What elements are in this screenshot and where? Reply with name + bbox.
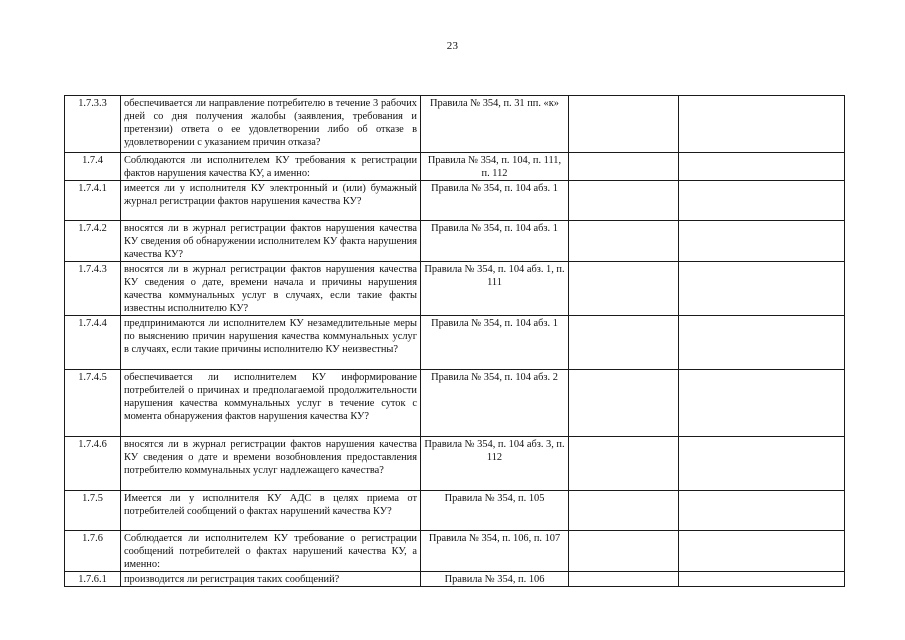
- legal-reference-cell: Правила № 354, п. 106: [421, 572, 569, 587]
- note-cell: [679, 153, 845, 181]
- answer-cell: [569, 221, 679, 262]
- legal-reference-cell: Правила № 354, п. 104 абз. 1: [421, 181, 569, 221]
- question-cell: вносятся ли в журнал регистрации фактов нарушения качества КУ сведения об обнаружении исполнителем КУ факта нарушения качества КУ?: [121, 221, 421, 262]
- table-row: [65, 181, 845, 221]
- row-number-cell: 1.7.5: [65, 491, 121, 531]
- legal-reference-cell: Правила № 354, п. 105: [421, 491, 569, 531]
- row-number-cell: 1.7.4.4: [65, 316, 121, 370]
- row-number-cell: 1.7.4.3: [65, 262, 121, 316]
- table-row: [65, 96, 845, 153]
- answer-cell: [569, 491, 679, 531]
- legal-reference-cell: Правила № 354, п. 31 пп. «к»: [421, 96, 569, 153]
- answer-cell: [569, 262, 679, 316]
- note-cell: [679, 437, 845, 491]
- note-cell: [679, 221, 845, 262]
- question-cell: предпринимаются ли исполнителем КУ незамедлительные меры по выяснению причин нарушения качества коммунальных услуг в случаях, если такие причины исполнителю КУ неизвестны?: [121, 316, 421, 370]
- row-number-cell: 1.7.4: [65, 153, 121, 181]
- note-cell: [679, 572, 845, 587]
- legal-reference-cell: Правила № 354, п. 104, п. 111, п. 112: [421, 153, 569, 181]
- row-number-cell: 1.7.4.2: [65, 221, 121, 262]
- checklist-table: [64, 95, 845, 587]
- question-cell: обеспечивается ли направление потребителю в течение 3 рабочих дней со дня получения жалобы (заявления, требования и претензии) ответа о ее удовлетворении либо об отказе в удовлетворении с указанием причин отказа?: [121, 96, 421, 153]
- answer-cell: [569, 316, 679, 370]
- answer-cell: [569, 531, 679, 572]
- answer-cell: [569, 96, 679, 153]
- table-row: [65, 153, 845, 181]
- question-cell: вносятся ли в журнал регистрации фактов нарушения качества КУ сведения о дате и времени возобновления предоставления потребителю коммунальных услуг надлежащего качества?: [121, 437, 421, 491]
- question-cell: Соблюдается ли исполнителем КУ требование о регистрации сообщений потребителей о фактах нарушений качества КУ, а именно:: [121, 531, 421, 572]
- row-number-cell: 1.7.4.5: [65, 370, 121, 437]
- question-cell: обеспечивается ли исполнителем КУ информирование потребителей о причинах и предполагаемой продолжительности нарушения качества коммунальных услуг в течение суток с момента обнаружения фактов нарушения качества КУ?: [121, 370, 421, 437]
- row-number-cell: 1.7.6.1: [65, 572, 121, 587]
- legal-reference-cell: Правила № 354, п. 106, п. 107: [421, 531, 569, 572]
- question-cell: Имеется ли у исполнителя КУ АДС в целях приема от потребителей сообщений о фактах нарушений качества КУ?: [121, 491, 421, 531]
- question-cell: Соблюдаются ли исполнителем КУ требования к регистрации фактов нарушения качества КУ, а именно:: [121, 153, 421, 181]
- question-cell: вносятся ли в журнал регистрации фактов нарушения качества КУ сведения о дате, времени начала и причины нарушения качества коммунальных услуг в случаях, если такие факты известны исполнителю КУ?: [121, 262, 421, 316]
- legal-reference-cell: Правила № 354, п. 104 абз. 1: [421, 221, 569, 262]
- table-row: [65, 531, 845, 572]
- answer-cell: [569, 181, 679, 221]
- question-cell: производится ли регистрация таких сообщений?: [121, 572, 421, 587]
- table-row: [65, 221, 845, 262]
- note-cell: [679, 316, 845, 370]
- legal-reference-cell: Правила № 354, п. 104 абз. 1, п. 111: [421, 262, 569, 316]
- page-number: 23: [446, 40, 459, 52]
- row-number-cell: 1.7.6: [65, 531, 121, 572]
- answer-cell: [569, 153, 679, 181]
- table-row: [65, 262, 845, 316]
- note-cell: [679, 531, 845, 572]
- note-cell: [679, 262, 845, 316]
- note-cell: [679, 181, 845, 221]
- note-cell: [679, 370, 845, 437]
- answer-cell: [569, 437, 679, 491]
- legal-reference-cell: Правила № 354, п. 104 абз. 3, п. 112: [421, 437, 569, 491]
- answer-cell: [569, 572, 679, 587]
- answer-cell: [569, 370, 679, 437]
- question-cell: имеется ли у исполнителя КУ электронный и (или) бумажный журнал регистрации фактов нарушения качества КУ?: [121, 181, 421, 221]
- legal-reference-cell: Правила № 354, п. 104 абз. 2: [421, 370, 569, 437]
- row-number-cell: 1.7.4.1: [65, 181, 121, 221]
- row-number-cell: 1.7.4.6: [65, 437, 121, 491]
- checklist-body: [65, 96, 845, 587]
- table-row: [65, 491, 845, 531]
- table-row: [65, 370, 845, 437]
- legal-reference-cell: Правила № 354, п. 104 абз. 1: [421, 316, 569, 370]
- note-cell: [679, 96, 845, 153]
- note-cell: [679, 491, 845, 531]
- table-row: [65, 437, 845, 491]
- table-row: [65, 316, 845, 370]
- row-number-cell: 1.7.3.3: [65, 96, 121, 153]
- table-row: [65, 572, 845, 587]
